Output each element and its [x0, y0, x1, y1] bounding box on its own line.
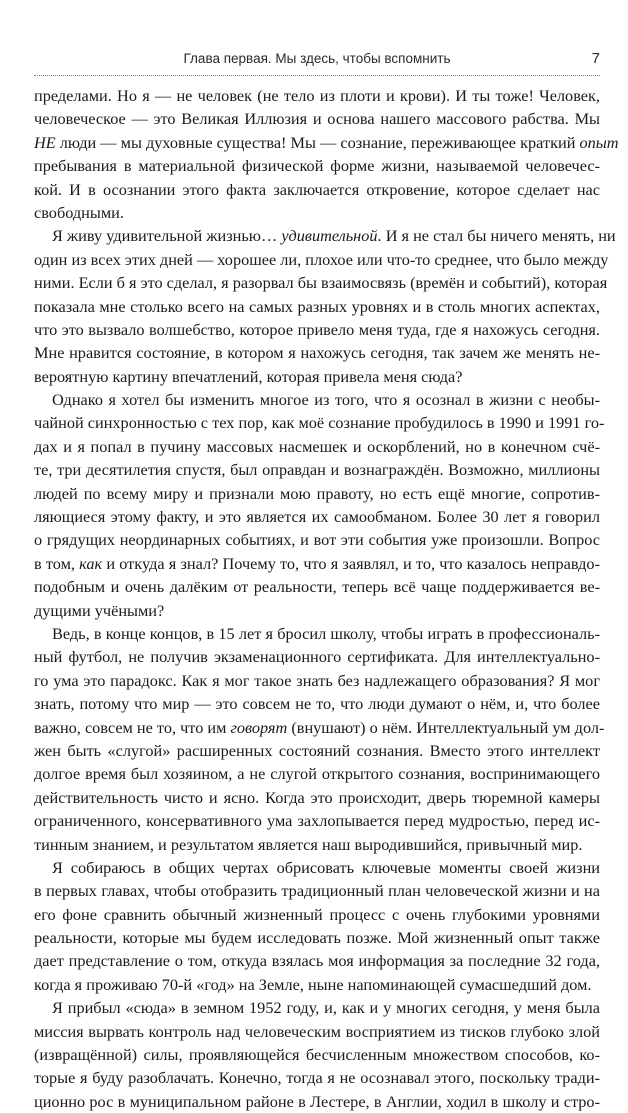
chapter-title: Глава первая. Мы здесь, чтобы вспомнить — [183, 51, 451, 66]
text-line: реальности, которые мы будем исследовать позже. Мой жизненный опыт также — [34, 928, 600, 948]
text-line: показала мне столько всего на самых разных уровнях и в столь многих аспектах, — [34, 296, 600, 316]
text-line: го ума это парадокс. Как я мог такое знать без надлежащего образования? Я мог — [34, 670, 600, 690]
text-line: ляющиеся этому факту, и это является их самообманом. Более 30 лет я говорил — [34, 507, 600, 527]
text-line: Я прибыл «сюда» в земном 1952 году, и, как и у многих сегодня, у меня была — [52, 998, 600, 1018]
text-line: знать, потому что мир — это совсем не то, что люди думают о нём, и, что более — [34, 694, 600, 714]
text-line: ный футбол, не получив экзаменационного сертификата. Для интеллектуально- — [34, 647, 600, 667]
text-line: Мне нравится состояние, в котором я нахожусь сегодня, так зачем же менять не- — [34, 343, 600, 363]
text-line: вероятную картину впечатлений, которая привела меня сюда? — [34, 366, 463, 386]
text-line: в первых главах, чтобы отобразить традиционный план человеческой жизни и на — [34, 881, 600, 901]
text-line: когда я проживаю 70-й «год» на Земле, ныне напоминающей сумасшедший дом. — [34, 974, 592, 994]
text-line: жен быть «слугой» расширенных состояний сознания. Вместо этого интеллект — [34, 740, 600, 760]
text-line: НЕ люди — мы духовные существа! Мы — сознание, переживающее краткий опыт — [34, 132, 619, 152]
text-line: те, три десятилетия спустя, был оправдан и вознаграждён. Возможно, миллионы — [34, 460, 600, 480]
body-text — [34, 84, 619, 1113]
text-line: Однако я хотел бы изменить многое из того, что я осознал в жизни с необы- — [52, 390, 600, 410]
text-line: ционно рос в муниципальном районе в Лестере, в Англии, ходил в школу и стро- — [34, 1091, 600, 1111]
text-line: человеческое — это Великая Иллюзия и основа нашего массового рабства. Мы — [34, 109, 600, 129]
text-line: кой. И в осознании этого факта заключается откровение, которое сделает нас — [34, 179, 600, 199]
text-line: долгое время был хозяином, а не слугой открытого сознания, воспринимающего — [34, 764, 600, 784]
text-line: его фоне сравнить обычный жизненный процесс с очень глубокими уровнями — [34, 904, 600, 924]
text-line: дает представление о том, откуда взялась моя информация за последние 32 года, — [34, 951, 600, 971]
text-line: что это вызвало волшебство, которое привело меня туда, где я нахожусь сегодня. — [34, 319, 600, 339]
text-line: Я живу удивительной жизнью… удивительной. И я не стал бы ничего менять, ни — [52, 226, 616, 246]
text-line: подобным и очень далёким от реальности, теперь всё чаще поддерживается ве- — [34, 577, 600, 597]
text-line: ограниченного, консервативного ума захлопывается перед мудростью, перед ис- — [34, 811, 600, 831]
text-line: дах и я попал в пучину массовых насмешек и оскорблений, но в конечном счё- — [34, 436, 600, 456]
text-line: свободными. — [34, 202, 124, 222]
header-divider — [34, 75, 600, 76]
text-line: миссия вырвать контроль над человеческим восприятием из тисков глубоко злой — [34, 1021, 600, 1041]
text-line: людей по всему миру и признали мою правоту, но есть ещё многие, сопротив- — [34, 483, 600, 503]
text-line: действительность чисто и ясно. Когда это происходит, дверь тюремной камеры — [34, 787, 600, 807]
page-number: 7 — [591, 50, 600, 67]
text-line: важно, совсем не то, что им говорят (внушают) о нём. Интеллектуальный ум дол- — [34, 717, 605, 737]
text-line: торые я буду разоблачать. Конечно, тогда я не осознавал этого, поскольку тради- — [34, 1068, 600, 1088]
text-line: (извращённой) силы, проявляющейся бесчисленным множеством способов, ко- — [34, 1045, 600, 1065]
running-header — [34, 50, 600, 72]
text-line: пребывания в материальной физической форме жизни, называемой человечес- — [34, 156, 600, 176]
text-line: дущими учёными? — [34, 600, 165, 620]
text-line: тинным знанием, и результатом является наш выродившийся, привычный мир. — [34, 834, 583, 854]
text-line: пределами. Но я — не человек (не тело из плоти и крови). И ты тоже! Человек, — [34, 86, 600, 105]
text-line: Ведь, в конце концов, в 15 лет я бросил школу, чтобы играть в профессиональ- — [52, 623, 600, 643]
text-line: Я собираюсь в общих чертах обрисовать ключевые моменты своей жизни — [52, 857, 600, 877]
text-line: ними. Если б я это сделал, я разорвал бы взаимосвязь (времён и событий), которая — [34, 273, 608, 293]
text-line: чайной синхронностью с тех пор, как моё сознание пробудилось в 1990 и 1991 го- — [34, 413, 605, 433]
text-line: один из всех этих дней — хорошее ли, плохое или что-то среднее, что было между — [34, 249, 609, 269]
text-line: в том, как и откуда я знал? Почему то, что я заявлял, и то, что казалось неправдо- — [34, 553, 600, 573]
text-line: о грядущих неординарных событиях, и вот эти события уже произошли. Вопрос — [34, 530, 600, 550]
